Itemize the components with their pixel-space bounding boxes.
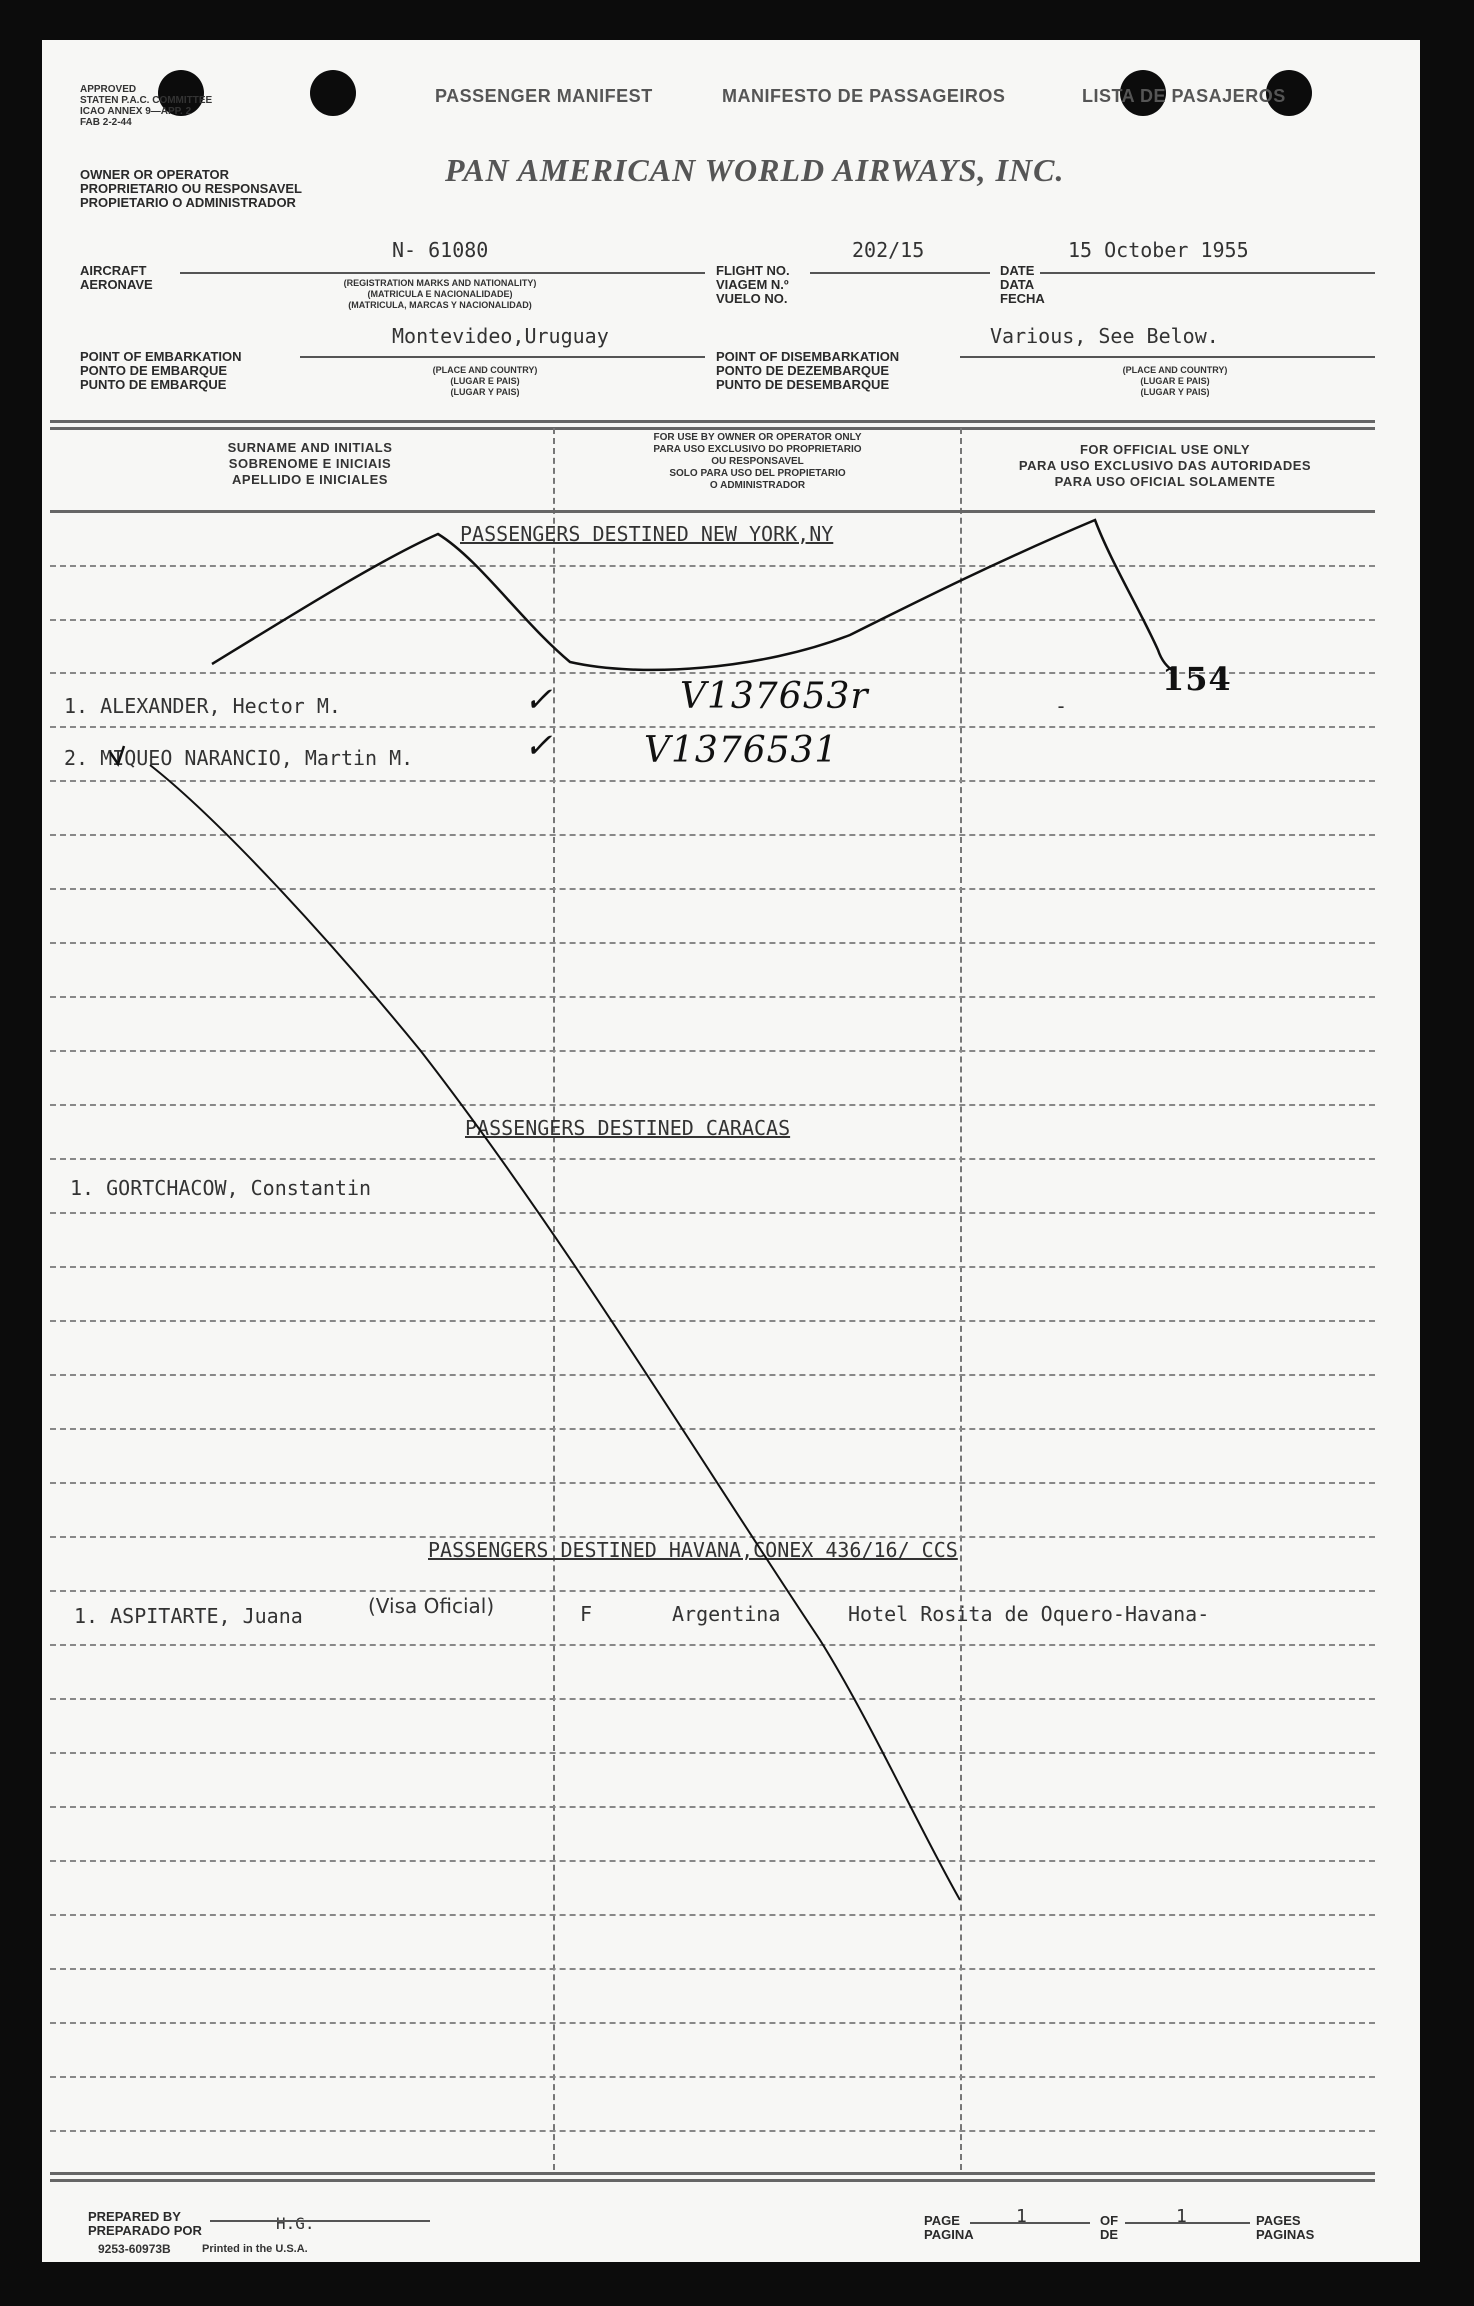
title-portuguese: MANIFESTO DE PASSAGEIROS	[722, 86, 1006, 106]
embarkation-value: Montevideo,Uruguay	[392, 324, 609, 348]
registration-caption: (REGISTRATION MARKS AND NATIONALITY) (MATRICULA E NACIONALIDADE) (MATRICULA, MARCAS Y NACIONALIDAD)	[343, 278, 537, 310]
embarkation-caption: (PLACE AND COUNTRY) (LUGAR E PAIS) (LUGAR Y PAIS)	[432, 365, 538, 397]
flight-label: FLIGHT NO. VIAGEM N.º VUELO NO.	[716, 263, 790, 306]
prepared-label: PREPARED BY PREPARADO POR	[88, 2209, 202, 2238]
aircraft-label: AIRCRAFT AERONAVE	[80, 263, 153, 292]
column-header-owner-use: FOR USE BY OWNER OR OPERATOR ONLY PARA USO EXCLUSIVO DO PROPRIETARIO OU RESPONSAVEL SOLO PARA USO DEL PROPIETARIO O ADMINISTRADOR	[653, 432, 862, 491]
passenger-sex: F	[580, 1602, 593, 1626]
passenger-name: 2. MIQUEO NARANCIO, Martin M.	[64, 746, 414, 770]
passenger-name: 1. ASPITARTE, Juana	[74, 1604, 303, 1628]
prepared-underline	[210, 2220, 430, 2222]
official-mark-handwritten: 154	[1162, 660, 1232, 698]
printed-in-usa: Printed in the U.S.A.	[202, 2243, 308, 2255]
disembarkation-label: POINT OF DISEMBARKATION PONTO DE DEZEMBARQUE PUNTO DE DESEMBARQUE	[716, 349, 900, 392]
date-label: DATE DATA FECHA	[1000, 263, 1045, 306]
owner-label: OWNER OR OPERATOR PROPRIETARIO OU RESPONSAVEL PROPIETARIO O ADMINISTRADOR	[80, 167, 302, 210]
bracket-mark	[110, 746, 124, 764]
aircraft-value: N- 61080	[392, 238, 489, 262]
prepared-value: H.G.	[276, 2214, 315, 2233]
visa-number-handwritten: V1376531	[644, 730, 839, 771]
page-value: 1	[1016, 2206, 1027, 2227]
form-number: 9253-60973B	[98, 2242, 171, 2256]
title-english: PASSENGER MANIFEST	[435, 86, 653, 106]
embarkation-label: POINT OF EMBARKATION PONTO DE EMBARQUE PUNTO DE EMBARQUE	[80, 349, 242, 392]
of-label: OF DE	[1100, 2213, 1119, 2242]
checkmark: ✓	[524, 680, 554, 720]
disembarkation-caption: (PLACE AND COUNTRY) (LUGAR E PAIS) (LUGAR Y PAIS)	[1122, 365, 1228, 397]
checkmark: ✓	[524, 726, 554, 766]
pages-label: PAGES PAGINAS	[1256, 2213, 1315, 2242]
of-underline	[1125, 2222, 1250, 2224]
of-value: 1	[1176, 2206, 1187, 2227]
column-header-official-use: FOR OFFICIAL USE ONLY PARA USO EXCLUSIVO DAS AUTORIDADES PARA USO OFICIAL SOLAMENTE	[1018, 442, 1312, 489]
passenger-name: 1. GORTCHACOW, Constantin	[70, 1176, 372, 1200]
title-spanish: LISTA DE PASAJEROS	[1082, 86, 1286, 106]
passenger-name: 1. ALEXANDER, Hector M.	[64, 694, 341, 718]
section-heading-caracas: PASSENGERS DESTINED CARACAS	[465, 1116, 791, 1140]
page-label: PAGE PAGINA	[924, 2213, 974, 2242]
section-heading-new-york: PASSENGERS DESTINED NEW YORK,NY	[460, 522, 834, 546]
flight-value: 202/15	[852, 238, 925, 262]
date-value: 15 October 1955	[1068, 238, 1249, 262]
passenger-address: Hotel Rosita de Oquero-Havana-	[848, 1602, 1210, 1626]
strike-diagonal	[150, 765, 960, 1900]
page-underline	[970, 2222, 1090, 2224]
airline-name: PAN AMERICAN WORLD AIRWAYS, INC.	[445, 152, 1065, 188]
passenger-nationality: Argentina	[672, 1602, 781, 1626]
section-heading-havana: PASSENGERS DESTINED HAVANA,CONEX 436/16/ CCS	[428, 1538, 958, 1562]
visa-number-handwritten: V137653r	[680, 676, 869, 717]
official-dash: -	[1055, 694, 1068, 718]
approval-stamp: APPROVED STATEN P.A.C. COMMITTEE ICAO ANNEX 9—APP. 2 FAB 2-2-44	[80, 84, 213, 128]
strike-curve-new-york	[212, 520, 1175, 672]
disembarkation-value: Various, See Below.	[990, 324, 1219, 348]
visa-type-handwritten: (Visa Oficial)	[368, 1594, 495, 1618]
column-header-surname: SURNAME AND INITIALS SOBRENOME E INICIAIS APELLIDO E INICIALES	[227, 440, 393, 487]
